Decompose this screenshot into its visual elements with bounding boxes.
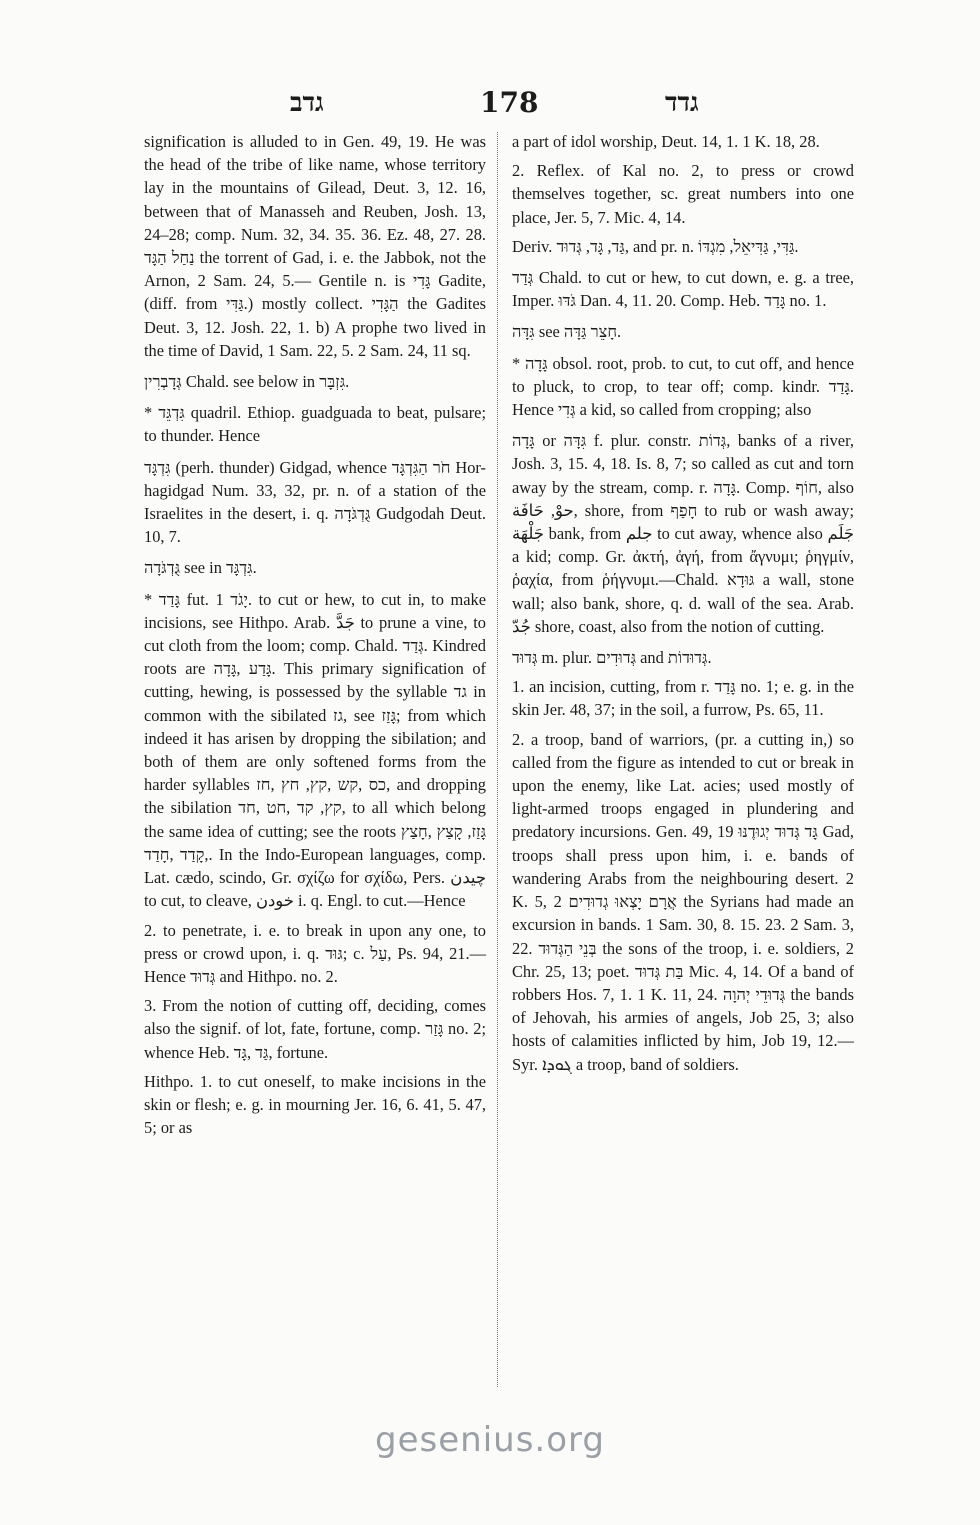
entry: גְּדָבְרִין Chald. see below in גִּזְבָּר. [144, 372, 350, 392]
header-left-word: גדב [290, 88, 324, 118]
paragraph: Hithpo. 1. to cut oneself, to make incisions in the skin or flesh; e. g. in mourning Jer. 16, 6. 41, 5. 47, 5; or as [144, 1071, 486, 1138]
entry: גָּדָה or גִּדָּה f. plur. constr. גְּדוֹת, banks of a river, Josh. 3, 15. 4, 18. Is. 8, 7; so called as cut and torn away by the stream, comp. r. גָּדָה. Comp. חוֹף, also حوْ, حَافَة, shore, from חָפַף to rub or wash away; جَلْهَة bank, from جلم to cut away, whence also جَلَم a kid; comp. Gr. ἀκτή, ἀγή, from ἄγνυμι; ῥηγμίν, ῥαχία, from ῥήγνυμι.—Chald. גּוּדָא a wall, stone wall; also bank, shore, q. d. wall of the sea. Arab. جُدّ shore, coast, also from the notion of cutting. [512, 431, 854, 636]
entry: גִּדְגָּד (perh. thunder) Gidgad, whence חֹר הַגִּדְגָּד Hor-hagidgad Num. 33, 32, pr. n. of a station of the Israelites in the desert, i. q. גֻּדְגֹּדָה Gudgodah Deut. 10, 7. [144, 457, 487, 547]
paragraph: 2. a troop, band of warriors, (pr. a cutting in,) so called from the figure as intended to cut or break in upon the enemy, like Lat. acies; used mostly of light-armed troops engaged in plundering and predatory incursions. Gen. 49, 19 גָּד גְּדוּד יְגוּדֶנּוּ Gad, troops shall press upon him, i. e. bands of wandering Arabs from the neighbouring desert. 2 K. 5, 2 אֲרָם יָצְאוּ גְדוּדִים the Syrians had made an excursion in bands. 1 Sam. 30, 8. 15. 23. 2 Sam. 3, 22. בְּנֵי הַגְּדוּד the sons of the troop, i. e. soldiers, 2 Chr. 25, 13; poet. בַּת גְּדוּד Mic. 4, 14. Of a band of robbers Hos. 7, 1. 1 K. 11, 24. גְּדוּדֵי יְהוָה the bands of Jehovah, his armies of angels, Job 25, 3; also hosts of calamities inflicted by him, Job 19, 12.—Syr. ܓܘܕܐ a troop, band of soldiers. [512, 729, 855, 1074]
left-column [144, 130, 486, 1145]
entry: * גִּדְגֵּד quadril. Ethiop. guadguada to beat, pulsare; to thunder. Hence [144, 403, 486, 446]
paragraph: signification is alluded to in Gen. 49, 19. He was the head of the tribe of like name, whose territory lay in the mountains of Gilead, Deut. 3, 12. 16, between that of Manasseh and Reuben, Josh. 13, 24–28; comp. Num. 32, 34. 35. 36. Ez. 48, 27. 28. נַחַל הַגָּד the torrent of Gad, i. e. the Jabbok, not the Arnon, 2 Sam. 24, 5.— Gentile n. is גָּדִי Gadite, (diff. from גַּדִּי.) mostly collect. הַגָּדִי the Gadites Deut. 3, 12. Josh. 22, 1. b) A prophe two lived in the time of David, 1 Sam. 22, 5. 2 Sam. 24, 11 sq. [144, 132, 486, 360]
site-watermark: gesenius.org [375, 1420, 605, 1460]
paragraph: 2. to penetrate, i. e. to break in upon any one, to press or crowd upon, i. q. גּוּד; c. עַל, Ps. 94, 21.—Hence גְּדוּד and Hithpo. no. 2. [144, 920, 486, 986]
entry: גֻּדְגֹּדָה see in גִּדְגָּד. [144, 558, 257, 578]
paragraph: 2. Reflex. of Kal no. 2, to press or crowd themselves together, sc. great numbers into one place, Jer. 5, 7. Mic. 4, 14. [512, 161, 854, 227]
column-divider [497, 132, 499, 1387]
entry: * גָּדַד fut. יָגֹד 1. to cut or hew, to cut in, to make incisions, see Hithpo. Arab. جَدَّ to prune a vine, to cut cloth from the loom; comp. Chald. גְּדַד. Kindred roots are גָּדַע ,גָּדָה. This primary signification of cutting, hewing, is possessed by the syllable גד in common with the sibilated גז, see גָּזַז; from which indeed it has arisen by dropping the sibilation; and both of them are only softened forms from the harder syllables כס ,קש ,קץ, חץ ,חז, and dropping the sibilation קץ, קד ,חט ,חד, to all which belong the same idea of cutting; see the roots גָּזַז, קָצַץ ,חָצַץ ,קָדַד ,חָדַד. In the Indo-European languages, comp. Lat. cædo, scindo, Gr. σχίζω for σχίδω, Pers. چیدن to cut, to cleave, خودن i. q. Engl. to cut.—Hence [144, 589, 487, 911]
paragraph: 1. an incision, cutting, from r. גָּדַד no. 1; e. g. in the skin Jer. 48, 37; in the soil, a furrow, Ps. 65, 11. [512, 677, 854, 720]
page-number: 178 [480, 86, 539, 119]
right-column [512, 130, 854, 1082]
header-right-word: גדד [665, 88, 699, 118]
paragraph: 3. From the notion of cutting off, deciding, comes also the signif. of lot, fate, fortune, comp. גָּזַר no. 2; whence Heb. גַּד ,גָּד, fortune. [144, 996, 487, 1062]
paragraph: a part of idol worship, Deut. 14, 1. 1 K. 18, 28. [512, 132, 820, 151]
entry: גְּדַד Chald. to cut or hew, to cut down, e. g. a tree, Imper. גֹּדּוּ Dan. 4, 11. 20. Comp. Heb. גָּדַד no. 1. [512, 268, 854, 311]
page-header [140, 82, 860, 122]
entry: גִּדָּה see חָצֵר גַּדָּה. [512, 322, 622, 342]
entry: גְּדוּד m. plur. גְּדוּדִים and גְּדוּדוֹת. [512, 648, 712, 668]
entry: * גָּדָה obsol. root, prob. to cut, to cut off, and hence to pluck, to crop, to tear off; comp. kindr. גָּדַד. Hence גְּדִי a kid, so called from cropping; also [512, 353, 854, 420]
paragraph: Deriv. גַּד, גָּד, גְּדוּד, and pr. n. גַּדִּי, גַּדִּיאֵל, מִגְדּוֹ. [512, 236, 799, 256]
